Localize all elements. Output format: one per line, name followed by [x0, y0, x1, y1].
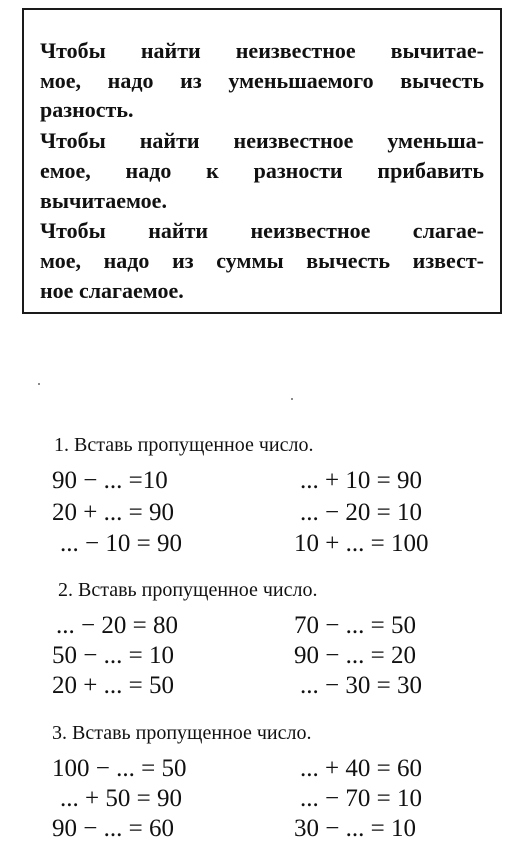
- equation: 90 − ... = 60: [52, 815, 174, 842]
- rule-line: мое, надо из уменьшаемого вычесть: [40, 68, 484, 93]
- equation: ... − 70 = 10: [300, 785, 422, 812]
- rule-line: ное слагаемое.: [40, 278, 184, 303]
- equation: 70 − ... = 50: [294, 612, 416, 639]
- task-title: 1. Вставь пропущенное число.: [54, 434, 314, 456]
- equation: 10 + ... = 100: [294, 530, 429, 557]
- rule-line: Чтобы найти неизвестное слагае-: [40, 218, 484, 243]
- rule-line: Чтобы найти неизвестное вычитае-: [40, 38, 484, 63]
- task-title: 3. Вставь пропущенное число.: [52, 722, 312, 744]
- equation: ... + 10 = 90: [300, 467, 422, 494]
- equation: 90 − ... = 20: [294, 642, 416, 669]
- rule-box: [22, 8, 502, 314]
- equation: 100 − ... = 50: [52, 755, 187, 782]
- equation: ... − 20 = 10: [300, 499, 422, 526]
- equation: ... + 40 = 60: [300, 755, 422, 782]
- speck-mark: [38, 383, 40, 385]
- equation: 20 + ... = 90: [52, 499, 174, 526]
- equation: 20 + ... = 50: [52, 672, 174, 699]
- rule-line: разность.: [40, 97, 134, 122]
- equation: ... + 50 = 90: [60, 785, 182, 812]
- rule-line: Чтобы найти неизвестное уменьша-: [40, 128, 484, 153]
- equation: 30 − ... = 10: [294, 815, 416, 842]
- rule-line: мое, надо из суммы вычесть извест-: [40, 248, 484, 273]
- equation: 90 − ... =10: [52, 467, 168, 494]
- speck-mark: [291, 398, 293, 400]
- equation: ... − 20 = 80: [56, 612, 178, 639]
- rule-line: емое, надо к разности прибавить: [40, 158, 484, 183]
- task-title: 2. Вставь пропущенное число.: [58, 579, 318, 601]
- equation: 50 − ... = 10: [52, 642, 174, 669]
- equation: ... − 30 = 30: [300, 672, 422, 699]
- equation: ... − 10 = 90: [60, 530, 182, 557]
- rule-line: вычитаемое.: [40, 188, 167, 213]
